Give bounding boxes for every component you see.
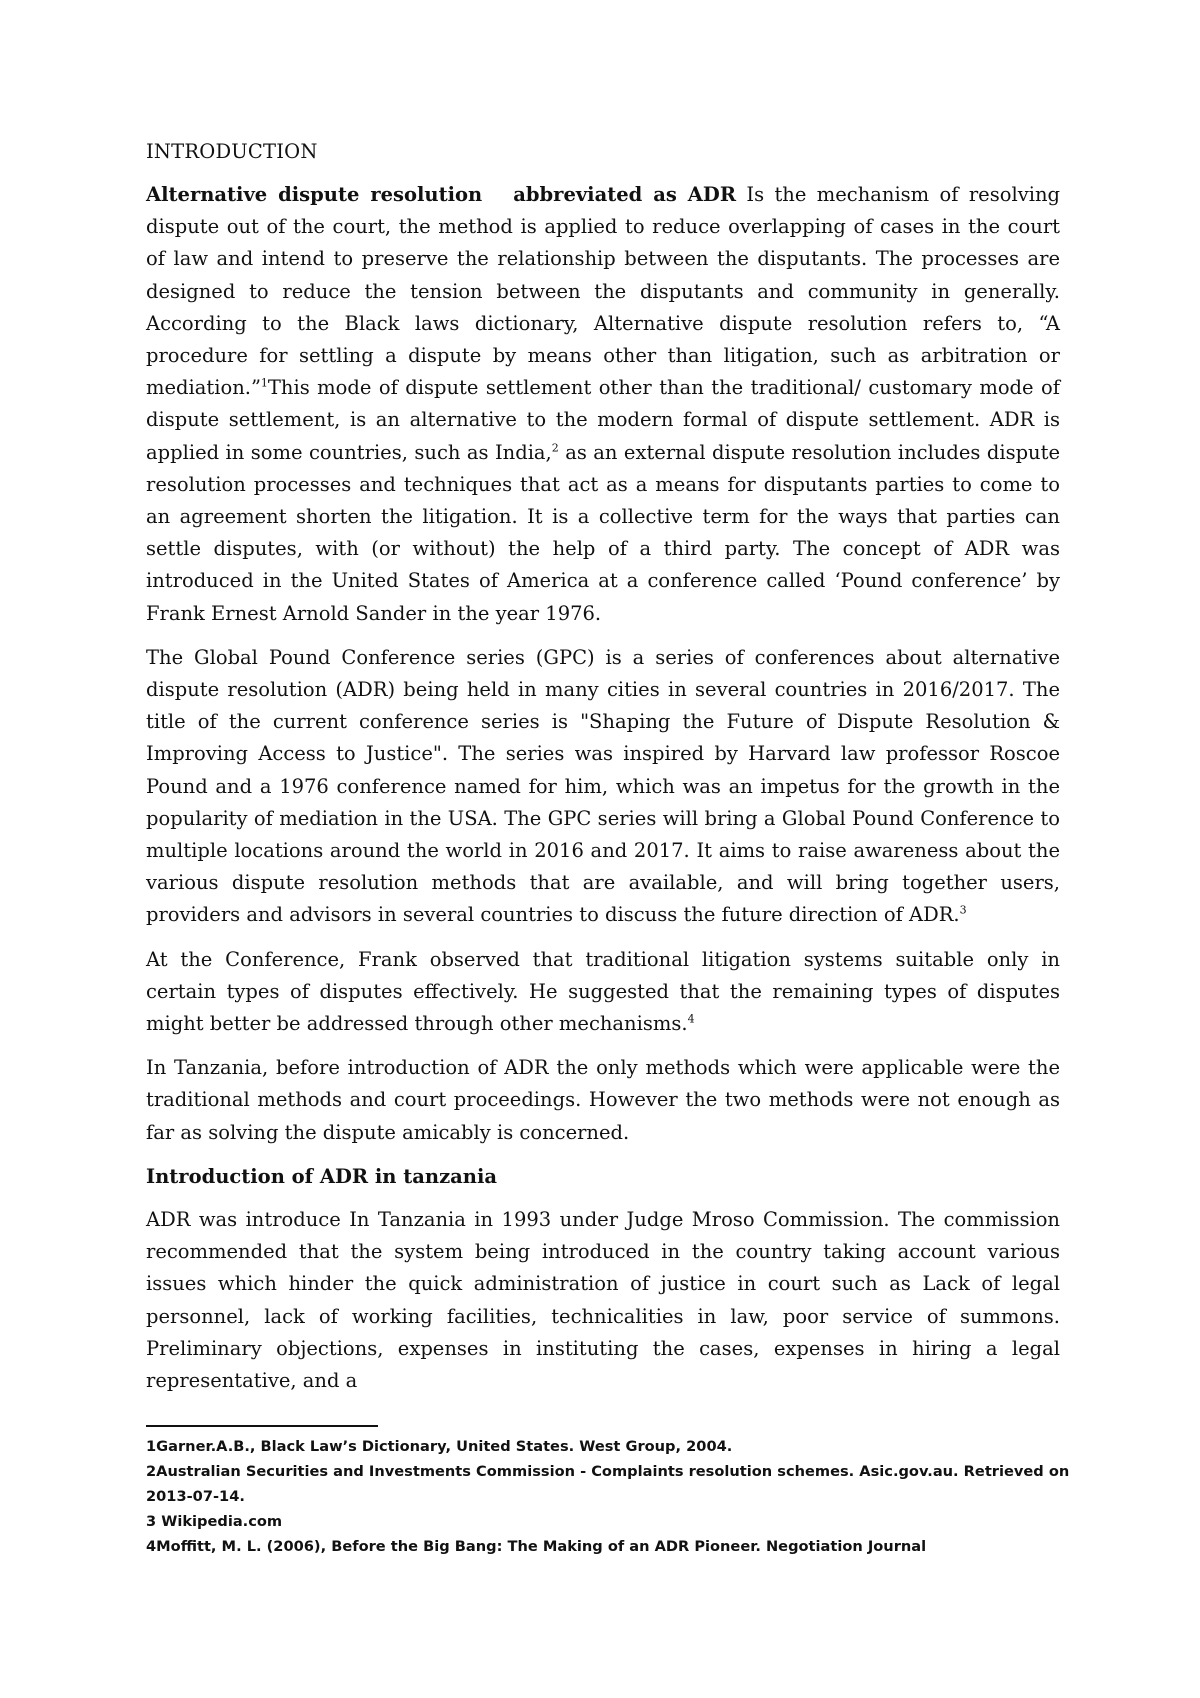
footnote-1: 1Garner.A.B., Black Law’s Dictionary, United States. West Group, 2004. [146, 1438, 733, 1455]
paragraph-1 [146, 179, 1060, 630]
subsection-heading: Introduction of ADR in tanzania [146, 1164, 497, 1188]
footnote-ref-4: 4 [687, 1012, 695, 1026]
footnote-ref-2: 2 [551, 441, 559, 455]
lead-abbreviation: abbreviated as ADR [513, 183, 737, 206]
footnote-3: 3 Wikipedia.com [146, 1513, 283, 1530]
footnote-ref-1: 1 [260, 376, 268, 390]
paragraph-4-text: In Tanzania, before introduction of ADR the only methods which were applicable were the traditional methods and court proceedings. However the two methods were not enough as far as solving the dispute amicably is concerned. [146, 1056, 1060, 1144]
paragraph-1-text-a: Is the mechanism of resolving dispute out of the court, the method is applied to reduce overlapping of cases in the court of law and intend to preserve the relationship between the disputants. The processes are designed to reduce the tension between the disputants and community in generally. According to the Black laws dictionary, Alternative dispute resolution refers to, “A procedure for settling a dispute by means other than litigation, such as arbitration or mediation.” [146, 183, 1060, 400]
paragraph-5 [146, 1204, 1060, 1397]
footnote-2: 2Australian Securities and Investments Commission - Complaints resolution schemes. Asic.gov.au. Retrieved on 2013-07-14. [146, 1463, 1070, 1505]
paragraph-1-text-b: This mode of dispute settlement other than the traditional/ customary mode of dispute settlement, is an alternative to the modern formal of dispute settlement. ADR is applied in some countries, such as India, [146, 376, 1060, 464]
footnotes [146, 1434, 1076, 1559]
footnote-separator [146, 1425, 378, 1427]
paragraph-3-text: At the Conference, Frank observed that traditional litigation systems suitable only in certain types of disputes effectively. He suggested that the remaining types of disputes might better be addressed through other mechanisms. [146, 947, 1060, 1036]
paragraph-2-text: The Global Pound Conference series (GPC) is a series of conferences about alternative dispute resolution (ADR) being held in many cities in several countries in 2016/2017. The title of the current conference series is "Shaping the Future of Dispute Resolution & Improving Access to Justice". The series was inspired by Harvard law professor Roscoe Pound and a 1976 conference named for him, which was an impetus for the growth in the popularity of mediation in the USA. The GPC series will bring a Global Pound Conference to multiple locations around the world in 2016 and 2017. It aims to raise awareness about the various dispute resolution methods that are available, and will bring together users, providers and advisors in several countries to discuss the future direction of ADR. [146, 645, 1060, 927]
paragraph-1-text-c: as an external dispute resolution includes dispute resolution processes and techniques that act as a means for disputants parties to come to an agreement shorten the litigation. It is a collective term for the ways that parties can settle disputes, with (or without) the help of a third party. The concept of ADR was introduced in the United States of America at a conference called ‘Pound conference’ by Frank Ernest Arnold Sander in the year 1976. [146, 440, 1060, 625]
paragraph-3 [146, 944, 1060, 1041]
lead-term: Alternative dispute resolution [146, 183, 483, 206]
document-page [146, 136, 1060, 1409]
footnote-ref-3: 3 [959, 903, 967, 917]
footnote-4: 4Moffitt, M. L. (2006), Before the Big Bang: The Making of an ADR Pioneer. Negotiation Journal [146, 1538, 927, 1555]
paragraph-4 [146, 1052, 1060, 1149]
paragraph-2 [146, 642, 1060, 932]
paragraph-5-text: ADR was introduce In Tanzania in 1993 under Judge Mroso Commission. The commission recommended that the system being introduced in the country taking account various issues which hinder the quick administration of justice in court such as Lack of legal personnel, lack of working facilities, technicalities in law, poor service of summons. Preliminary objections, expenses in instituting the cases, expenses in hiring a legal representative, and a [146, 1207, 1060, 1392]
section-heading: INTRODUCTION [146, 140, 318, 163]
